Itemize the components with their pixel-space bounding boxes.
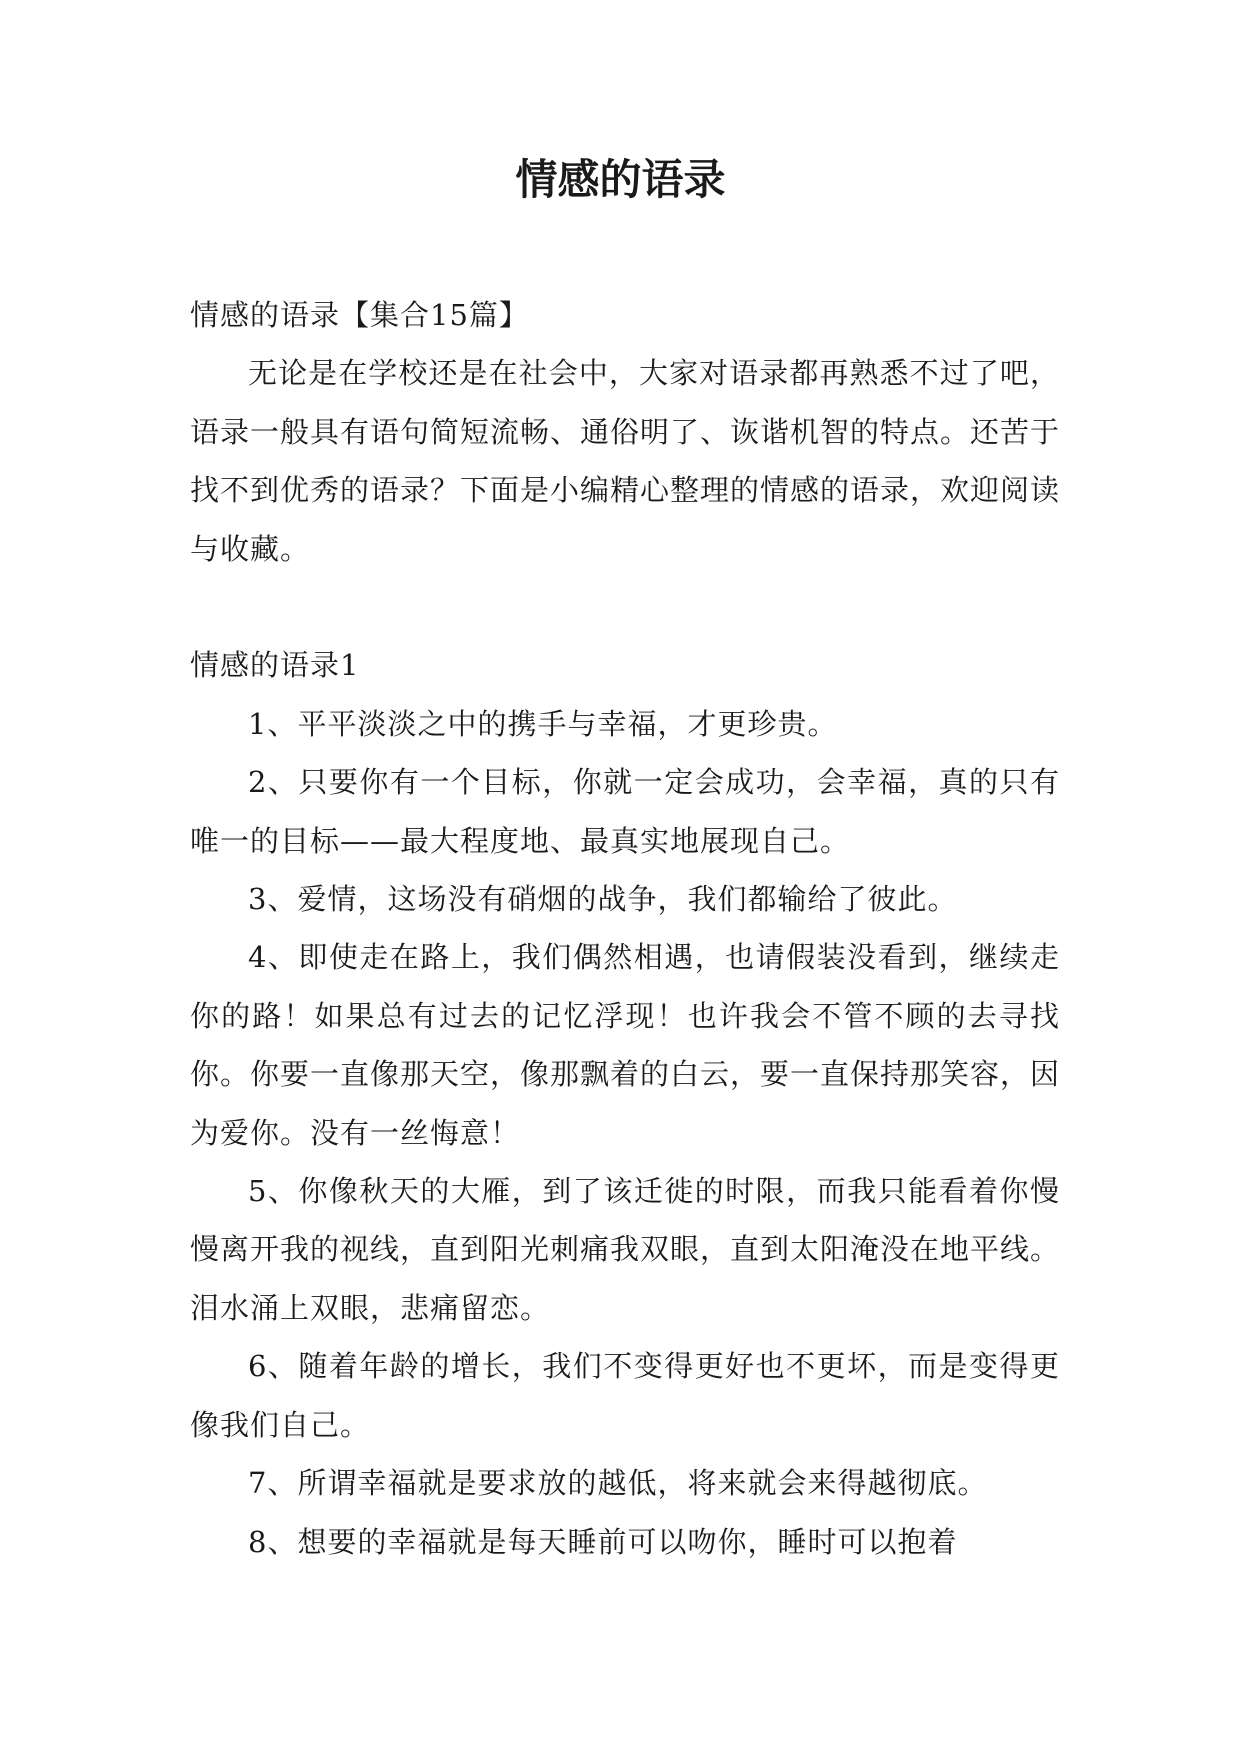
quote-item: 3、爱情，这场没有硝烟的战争，我们都输给了彼此。 bbox=[248, 882, 958, 917]
quote-item: 4、即使走在路上，我们偶然相遇，也请假装没看到，继续走你的路！如果总有过去的记忆浮现！也许我会不管不顾的去寻找你。你要一直像那天空，像那飘着的白云，要一直保持那笑容，因为爱你。没有一丝悔意！ bbox=[190, 940, 1061, 1150]
quote-item: 2、只要你有一个目标，你就一定会成功，会幸福，真的只有唯一的目标——最大程度地、最真实地展现自己。 bbox=[190, 765, 1060, 858]
quote-item: 1、平平淡淡之中的携手与幸福，才更珍贵。 bbox=[248, 706, 838, 741]
quote-item: 5、你像秋天的大雁，到了该迁徙的时限，而我只能看着你慢慢离开我的视线，直到阳光刺痛我双眼，直到太阳淹没在地平线。泪水涌上双眼，悲痛留恋。 bbox=[190, 1174, 1061, 1325]
section-heading: 情感的语录1 bbox=[190, 648, 360, 683]
collection-subtitle: 情感的语录【集合15篇】 bbox=[190, 298, 529, 332]
document-title: 情感的语录 bbox=[515, 155, 726, 204]
quote-item: 6、随着年龄的增长，我们不变得更好也不更坏，而是变得更像我们自己。 bbox=[190, 1349, 1060, 1442]
document-body bbox=[190, 286, 1060, 1571]
quote-item: 7、所谓幸福就是要求放的越低，将来就会来得越彻底。 bbox=[248, 1466, 988, 1501]
paragraph-gap bbox=[190, 578, 1060, 636]
intro-paragraph: 无论是在学校还是在社会中，大家对语录都再熟悉不过了吧，语录一般具有语句简短流畅、通俗明了、诙谐机智的特点。还苦于找不到优秀的语录？下面是小编精心整理的情感的语录，欢迎阅读与收藏。 bbox=[190, 356, 1061, 566]
quote-item: 8、想要的幸福就是每天睡前可以吻你，睡时可以抱着 bbox=[248, 1524, 958, 1559]
